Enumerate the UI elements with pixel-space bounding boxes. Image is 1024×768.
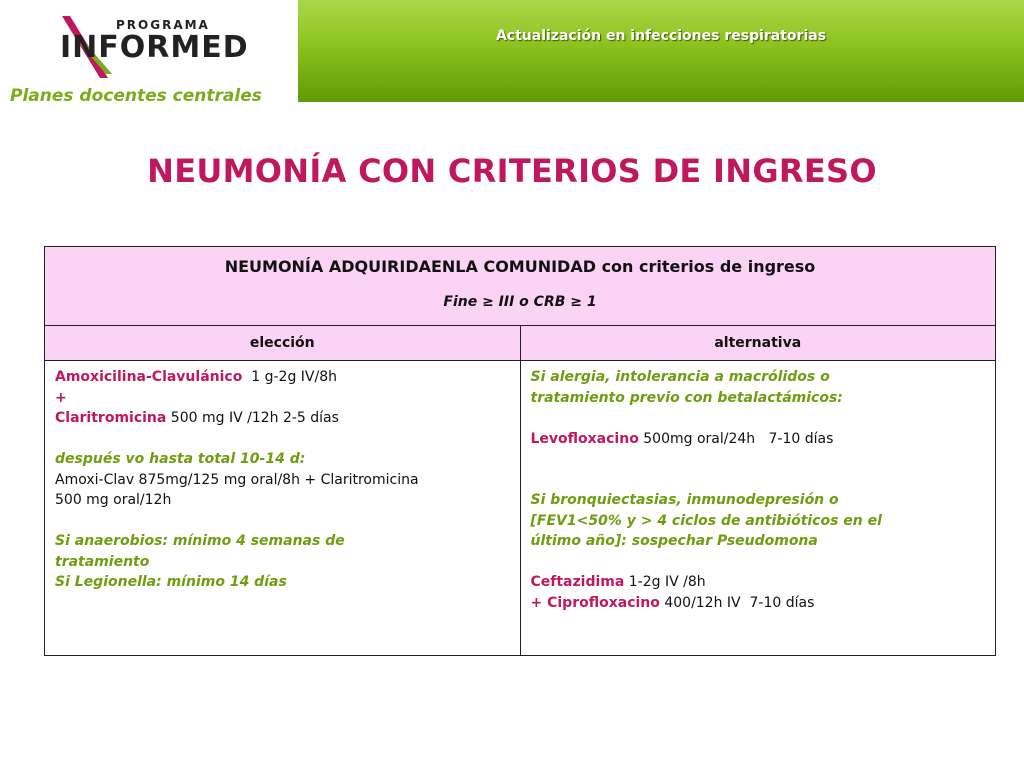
drug-ceftazidima: Ceftazidima — [530, 574, 625, 590]
line-claritromicina — [55, 408, 510, 429]
note-bronq-1: Si bronquiectasias, inmunodepresión o — [530, 492, 839, 508]
banner-title: Actualización en infecciones respiratorias — [495, 28, 827, 44]
tagline: Planes docentes centrales — [10, 86, 262, 106]
drug-claritromicina: Claritromicina — [55, 410, 167, 426]
drug-levofloxacino: Levofloxacino — [530, 430, 639, 447]
dose-amoxicilina: 1 g-2g IV/8h — [242, 369, 337, 385]
oral-line-2: 500 mg oral/12h — [55, 492, 172, 508]
table-header-criteria: Fine ≥ III o CRB ≥ 1 — [443, 294, 597, 310]
note-allergy-1: Si alergia, intolerancia a macrólidos o — [530, 369, 830, 385]
table-header — [45, 247, 996, 326]
line-ceftazidima — [531, 572, 986, 593]
note-bronq-2: [FEV1<50% y > 4 ciclos de antibióticos en el — [530, 512, 882, 529]
note-anaerobios-2: tratamiento — [55, 553, 150, 570]
column-header-eleccion: elección — [45, 326, 521, 361]
dose-ciprofloxacino: 400/12h IV 7-10 días — [659, 594, 815, 611]
note-bronq-3: último año]: sospechar Pseudomona — [530, 533, 818, 549]
line-amoxicilina — [55, 367, 510, 388]
line-levofloxacino — [531, 429, 986, 450]
treatment-table — [44, 246, 996, 656]
logo-pre: PROGRAMA — [116, 18, 210, 32]
drug-ciprofloxacino: Ciprofloxacino — [547, 594, 660, 611]
dose-levofloxacino: 500mg oral/24h 7-10 días — [638, 430, 834, 447]
drug-amoxicilina: Amoxicilina-Clavulánico — [55, 369, 243, 385]
plus-ciprofloxacino: + — [530, 594, 548, 611]
informed-logo — [58, 14, 249, 80]
dose-ceftazidima: 1-2g IV /8h — [624, 574, 706, 590]
dose-claritromicina: 500 mg IV /12h 2-5 días — [166, 410, 339, 426]
note-allergy-2: tratamiento previo con betalactámicos: — [530, 389, 843, 406]
column-header-alternativa: alternativa — [520, 326, 996, 361]
plus-sign: + — [55, 389, 67, 406]
note-anaerobios-1: Si anaerobios: mínimo 4 semanas de — [55, 533, 345, 549]
page-title: NEUMONÍA CON CRITERIOS DE INGRESO — [147, 152, 877, 190]
header-banner — [298, 0, 1024, 102]
oral-line-1: Amoxi-Clav 875mg/125 mg oral/8h + Claritromicina — [55, 471, 419, 488]
logo-area — [0, 0, 298, 110]
note-after: después vo hasta total 10-14 d: — [55, 451, 306, 467]
cell-eleccion — [45, 361, 521, 656]
note-legionella: Si Legionella: mínimo 14 días — [55, 574, 287, 590]
logo-word: INFORMED — [60, 30, 249, 65]
line-ciprofloxacino — [531, 593, 986, 614]
table-header-title: NEUMONÍA ADQUIRIDAENLA COMUNIDAD con criterios de ingreso — [224, 257, 816, 276]
cell-alternativa — [520, 361, 996, 656]
